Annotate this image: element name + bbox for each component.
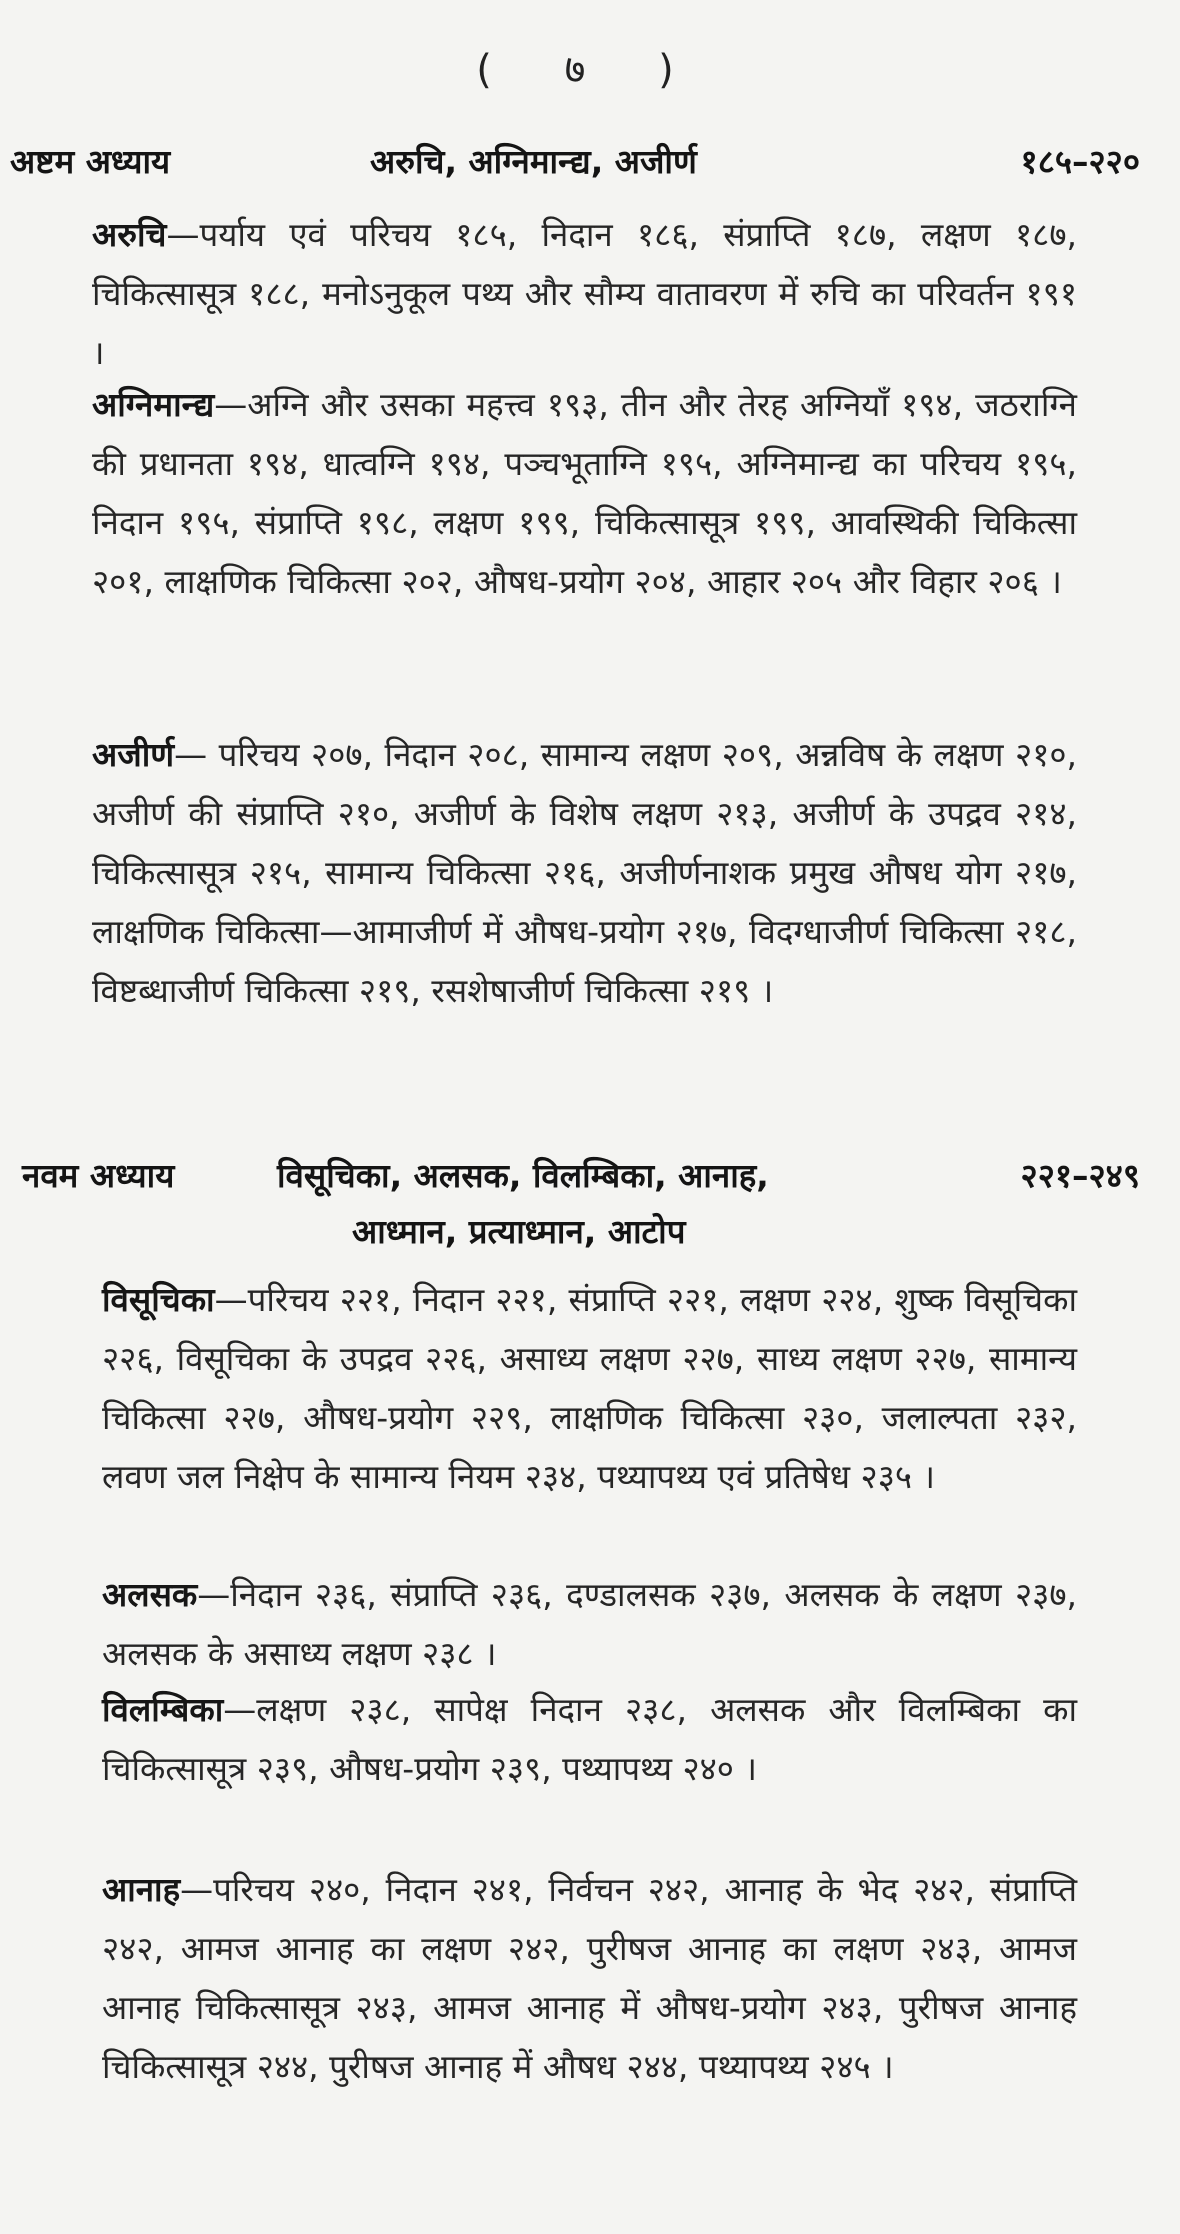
section-paragraph	[92, 205, 1077, 382]
section-paragraph	[102, 1270, 1077, 1506]
section-heading: अलसक	[102, 1575, 198, 1614]
chapter-title: विसूचिका, अलसक, विलम्बिका, आनाह,	[277, 1156, 769, 1195]
section-body: —परिचय २२१, निदान २२१, संप्राप्ति २२१, लक्षण २२४, शुष्क विसूचिका २२६, विसूचिका के उपद्रव २२६, असाध्य लक्षण २२७, साध्य लक्षण २२७, सामान्य चिकित्सा २२७, औषध-प्रयोग २२९, लाक्षणिक चिकित्सा २३०, जलाल्पता २३२, लवण जल निक्षेप के सामान्य नियम २३४, पथ्यापथ्य एवं प्रतिषेध २३५ ।	[102, 1280, 1077, 1496]
chapter-page-range: २२१–२४९	[1020, 1156, 1140, 1195]
section-paragraph	[102, 1860, 1077, 2096]
section-heading: अजीर्ण	[92, 735, 175, 774]
section-body: — परिचय २०७, निदान २०८, सामान्य लक्षण २०९, अन्नविष के लक्षण २१०, अजीर्ण की संप्राप्ति २१०, अजीर्ण के विशेष लक्षण २१३, अजीर्ण के उपद्रव २१४, चिकित्सासूत्र २१५, सामान्य चिकित्सा २१६, अजीर्णनाशक प्रमुख औषध योग २१७, लाक्षणिक चिकित्सा—आमाजीर्ण में औषध-प्रयोग २१७, विदग्धाजीर्ण चिकित्सा २१८, विष्टब्धाजीर्ण चिकित्सा २१९, रसशेषाजीर्ण चिकित्सा २१९ ।	[92, 735, 1077, 1010]
section-paragraph	[92, 725, 1077, 1020]
section-body: —पर्याय एवं परिचय १८५, निदान १८६, संप्राप्ति १८७, लक्षण १८७, चिकित्सासूत्र १८८, मनोऽनुकूल पथ्य और सौम्य वातावरण में रुचि का परिवर्तन १९१ ।	[92, 215, 1077, 372]
section-heading: विसूचिका	[102, 1280, 215, 1319]
chapter-subtitle: आध्मान, प्रत्याध्मान, आटोप	[352, 1212, 686, 1251]
section-heading: विलम्बिका	[102, 1690, 224, 1729]
chapter-heading	[10, 138, 1140, 188]
section-body: —लक्षण २३८, सापेक्ष निदान २३८, अलसक और विलम्बिका का चिकित्सासूत्र २३९, औषध-प्रयोग २३९, पथ्यापथ्य २४० ।	[102, 1690, 1077, 1788]
chapter-label: अष्टम अध्याय	[10, 142, 171, 181]
section-heading: आनाह	[102, 1870, 181, 1909]
section-body: —परिचय २४०, निदान २४१, निर्वचन २४२, आनाह के भेद २४२, संप्राप्ति २४२, आमज आनाह का लक्षण २४२, पुरीषज आनाह का लक्षण २४३, आमज आनाह चिकित्सासूत्र २४३, आमज आनाह में औषध-प्रयोग २४३, पुरीषज आनाह चिकित्सासूत्र २४४, पुरीषज आनाह में औषध २४४, पथ्यापथ्य २४५ ।	[102, 1870, 1077, 2086]
section-paragraph	[92, 375, 1077, 611]
chapter-title: अरुचि, अग्निमान्द्य, अजीर्ण	[370, 142, 697, 181]
section-body: —निदान २३६, संप्राप्ति २३६, दण्डालसक २३७, अलसक के लक्षण २३७, अलसक के असाध्य लक्षण २३८ ।	[102, 1575, 1077, 1673]
section-body: —अग्नि और उसका महत्त्व १९३, तीन और तेरह अग्नियाँ १९४, जठराग्नि की प्रधानता १९४, धात्वग्नि १९४, पञ्चभूताग्नि १९५, अग्निमान्द्य का परिचय १९५, निदान १९५, संप्राप्ति १९८, लक्षण १९९, चिकित्सासूत्र १९९, आवस्थिकी चिकित्सा २०१, लाक्षणिक चिकित्सा २०२, औषध-प्रयोग २०४, आहार २०५ और विहार २०६ ।	[92, 385, 1077, 601]
chapter-page-range: १८५–२२०	[1020, 142, 1140, 181]
section-heading: अग्निमान्द्य	[92, 385, 215, 424]
chapter-heading	[22, 1152, 1140, 1262]
page-number: ( ७ )	[476, 47, 704, 93]
section-paragraph	[102, 1680, 1077, 1798]
section-heading: अरुचि	[92, 215, 167, 254]
section-paragraph	[102, 1565, 1077, 1683]
chapter-label: नवम अध्याय	[22, 1156, 175, 1195]
